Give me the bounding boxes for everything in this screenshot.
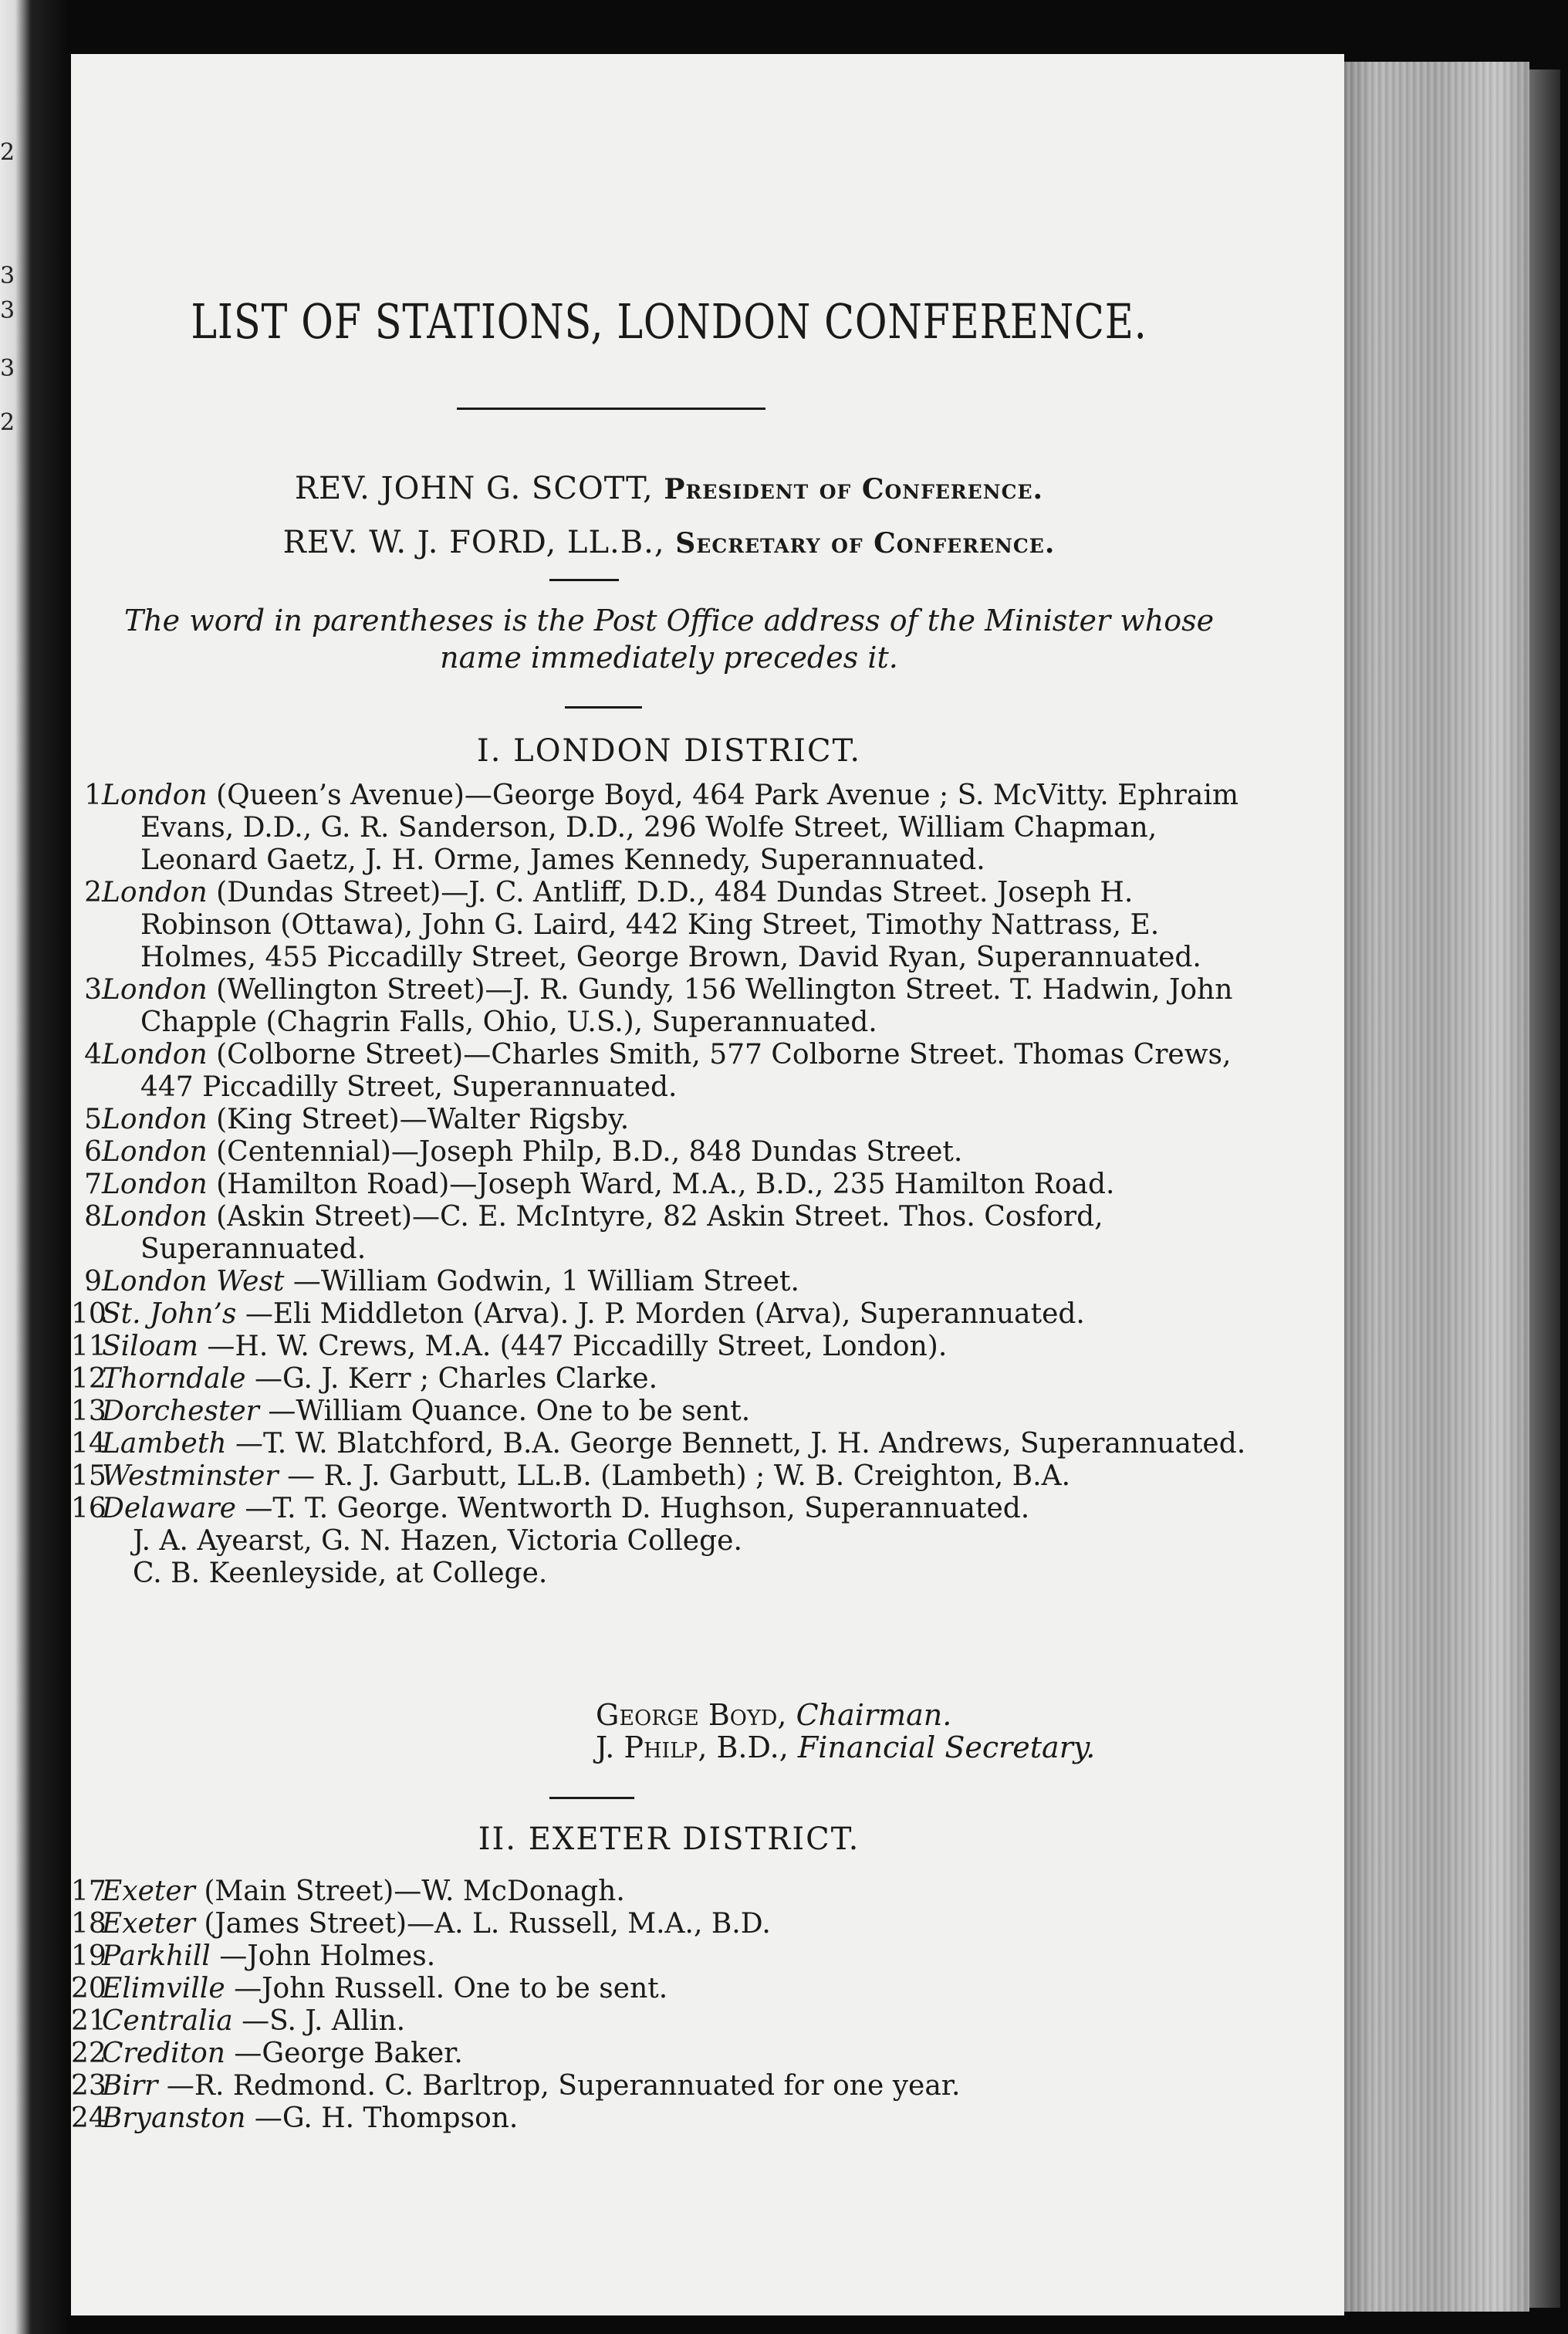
secretary-name: REV. W. J. FORD, LL.B., (282, 525, 665, 560)
station-ministers: (Queen’s Avenue)—George Boyd, 464 Park Avenue ; S. McVitty. Ephraim Evans, D.D., G. R. Sanderson, D.D., 296 Wolfe Street, William Chapman, Leonard Gaetz, J. H. Orme, James Kennedy, Superannuated. (140, 780, 1239, 876)
margin-mark: 3 (0, 355, 15, 382)
book-fore-edge (1344, 62, 1529, 2312)
station-number: 12 (71, 1363, 106, 1395)
financial-secretary-name: J. Philp, (596, 1730, 708, 1764)
page-title: LIST OF STATIONS, LONDON CONFERENCE. (191, 293, 1147, 350)
station-ministers: —John Holmes. (219, 1940, 436, 1972)
station-ministers: (Askin Street)—C. E. McIntyre, 82 Askin Street. Thos. Cosford, Superannuated. (140, 1201, 1103, 1265)
secretary-role: Secretary of Conference. (675, 527, 1056, 560)
note-divider (565, 706, 642, 709)
station-entry (71, 1266, 1267, 1298)
station-place: Dorchester (102, 1395, 259, 1427)
station-number: 14 (71, 1428, 106, 1460)
station-ministers: (Colborne Street)—Charles Smith, 577 Colborne Street. Thomas Crews, 447 Piccadilly Street, Superannuated. (140, 1039, 1232, 1103)
station-entry (71, 1363, 1267, 1395)
station-entry (71, 1460, 1267, 1493)
station-entry (71, 2102, 1267, 2135)
station-ministers: —John Russell. One to be sent. (234, 1973, 668, 2004)
station-ministers: — R. J. Garbutt, LL.B. (Lambeth) ; W. B. Creighton, B.A. (287, 1460, 1071, 1492)
chairman-role: Chairman. (796, 1698, 952, 1732)
station-entry (71, 1395, 1267, 1428)
college-note: J. A. Ayearst, G. N. Hazen, Victoria College. (133, 1525, 742, 1557)
station-entry (71, 1940, 1267, 1973)
station-ministers: (Main Street)—W. McDonagh. (204, 1876, 625, 1907)
station-place: London West (102, 1266, 285, 1297)
exeter-district-list (71, 1876, 1267, 2135)
station-place: St. John’s (102, 1298, 237, 1330)
station-place: London (102, 974, 208, 1006)
station-ministers: (Hamilton Road)—Joseph Ward, M.A., B.D., 235 Hamilton Road. (216, 1169, 1115, 1200)
financial-secretary-signature (596, 1730, 1095, 1764)
president-role: President of Conference. (664, 473, 1044, 506)
station-number: 13 (71, 1395, 106, 1427)
station-number: 11 (71, 1331, 106, 1362)
station-entry (71, 2070, 1267, 2102)
station-number: 24 (71, 2102, 106, 2134)
address-note-line: The word in parentheses is the Post Office address of the Minister whose (123, 604, 1215, 638)
station-number: 2 (84, 877, 102, 908)
district-heading-london: I. LONDON DISTRICT. (476, 733, 862, 769)
station-place: London (102, 877, 208, 908)
station-place: Lambeth (102, 1428, 227, 1460)
document-page (71, 54, 1344, 2315)
station-number: 7 (84, 1169, 102, 1200)
officers-divider (549, 579, 619, 581)
station-number: 15 (71, 1460, 106, 1492)
station-entry (71, 1039, 1267, 1104)
address-note-line: name immediately precedes it. (440, 641, 898, 675)
station-ministers: (James Street)—A. L. Russell, M.A., B.D. (204, 1908, 771, 1940)
station-place: London (102, 1104, 208, 1135)
secretary-line (71, 525, 1267, 560)
station-entry (71, 1104, 1267, 1136)
book-edge-shadow (1529, 69, 1560, 2308)
london-district-list (71, 780, 1267, 1590)
station-entry (71, 1201, 1267, 1266)
station-place: Thorndale (102, 1363, 246, 1395)
station-ministers: —William Quance. One to be sent. (268, 1395, 751, 1427)
station-place: Parkhill (102, 1940, 211, 1972)
station-place: Bryanston (102, 2102, 246, 2134)
book-spine-strip (0, 0, 69, 2334)
station-place: Birr (102, 2070, 158, 2102)
station-entry (71, 1169, 1267, 1201)
station-ministers: (Wellington Street)—J. R. Gundy, 156 Wellington Street. T. Hadwin, John Chapple (Chagrin Falls, Ohio, U.S.), Superannuated. (140, 974, 1233, 1038)
station-number: 22 (71, 2038, 106, 2069)
station-number: 18 (71, 1908, 106, 1940)
station-place: Elimville (102, 1973, 225, 2004)
station-number: 9 (84, 1266, 102, 1297)
station-ministers: —G. J. Kerr ; Charles Clarke. (255, 1363, 658, 1395)
station-number: 4 (84, 1039, 102, 1071)
station-place: Crediton (102, 2038, 225, 2069)
president-line (71, 471, 1267, 506)
station-number: 20 (71, 1973, 106, 2004)
station-place: London (102, 1039, 208, 1071)
address-note (71, 602, 1267, 676)
margin-mark: 2 (0, 409, 15, 436)
station-entry (71, 1908, 1267, 1940)
station-place: London (102, 1136, 208, 1168)
station-ministers: (Centennial)—Joseph Philp, B.D., 848 Dundas Street. (216, 1136, 963, 1168)
station-number: 17 (71, 1876, 106, 1907)
station-number: 10 (71, 1298, 106, 1330)
station-entry (71, 2005, 1267, 2038)
title-divider (457, 408, 765, 410)
station-place: Exeter (102, 1876, 195, 1907)
station-entry (71, 1298, 1267, 1331)
station-number: 23 (71, 2070, 106, 2102)
district-heading-exeter: II. EXETER DISTRICT. (478, 1822, 860, 1857)
chairman-name: George Boyd, (596, 1698, 787, 1732)
district-divider (549, 1797, 634, 1799)
margin-mark: 2 (0, 139, 15, 166)
station-ministers: —G. H. Thompson. (254, 2102, 519, 2134)
station-number: 6 (84, 1136, 102, 1168)
station-entry (71, 1973, 1267, 2005)
station-number: 16 (71, 1493, 106, 1524)
station-entry (71, 877, 1267, 974)
station-number: 1 (84, 780, 102, 811)
station-entry (71, 2038, 1267, 2070)
station-entry (71, 974, 1267, 1039)
station-ministers: —R. Redmond. C. Barltrop, Superannuated for one year. (166, 2070, 961, 2102)
station-ministers: —S. J. Allin. (242, 2005, 406, 2037)
station-place: Exeter (102, 1908, 195, 1940)
station-entry (71, 780, 1267, 877)
station-number: 3 (84, 974, 102, 1006)
station-place: Siloam (102, 1331, 198, 1362)
station-place: London (102, 780, 208, 811)
station-entry (71, 1493, 1267, 1525)
station-ministers: —George Baker. (234, 2038, 463, 2069)
station-place: Westminster (102, 1460, 279, 1492)
station-ministers: (Dundas Street)—J. C. Antliff, D.D., 484 Dundas Street. Joseph H. Robinson (Ottawa), John G. Laird, 442 King Street, Timothy Nattrass, E. Holmes, 455 Piccadilly Street, George Brown, David Ryan, Superannuated. (140, 877, 1201, 973)
station-entry (71, 1876, 1267, 1908)
station-place: London (102, 1201, 208, 1233)
station-ministers: —T. W. Blatchford, B.A. George Bennett, J. H. Andrews, Superannuated. (235, 1428, 1246, 1460)
station-number: 19 (71, 1940, 106, 1972)
margin-mark: 3 (0, 262, 15, 289)
station-entry (71, 1428, 1267, 1460)
margin-mark: 3 (0, 297, 15, 324)
financial-secretary-degree: B.D., (716, 1730, 789, 1764)
college-note: C. B. Keenleyside, at College. (133, 1558, 548, 1589)
station-number: 5 (84, 1104, 102, 1135)
station-place: Centralia (102, 2005, 233, 2037)
station-ministers: —T. T. George. Wentworth D. Hughson, Superannuated. (245, 1493, 1030, 1524)
station-place: London (102, 1169, 208, 1200)
station-ministers: —Eli Middleton (Arva). J. P. Morden (Arva), Superannuated. (245, 1298, 1085, 1330)
station-ministers: —H. W. Crews, M.A. (447 Piccadilly Street, London). (207, 1331, 948, 1362)
station-entry (71, 1136, 1267, 1169)
station-entry (71, 1331, 1267, 1363)
station-ministers: —William Godwin, 1 William Street. (292, 1266, 799, 1297)
financial-secretary-role: Financial Secretary. (797, 1730, 1096, 1764)
chairman-signature (596, 1698, 951, 1732)
president-name: REV. JOHN G. SCOTT, (294, 471, 654, 506)
station-ministers: (King Street)—Walter Rigsby. (216, 1104, 630, 1135)
station-place: Delaware (102, 1493, 236, 1524)
station-number: 21 (71, 2005, 106, 2037)
station-number: 8 (84, 1201, 102, 1233)
